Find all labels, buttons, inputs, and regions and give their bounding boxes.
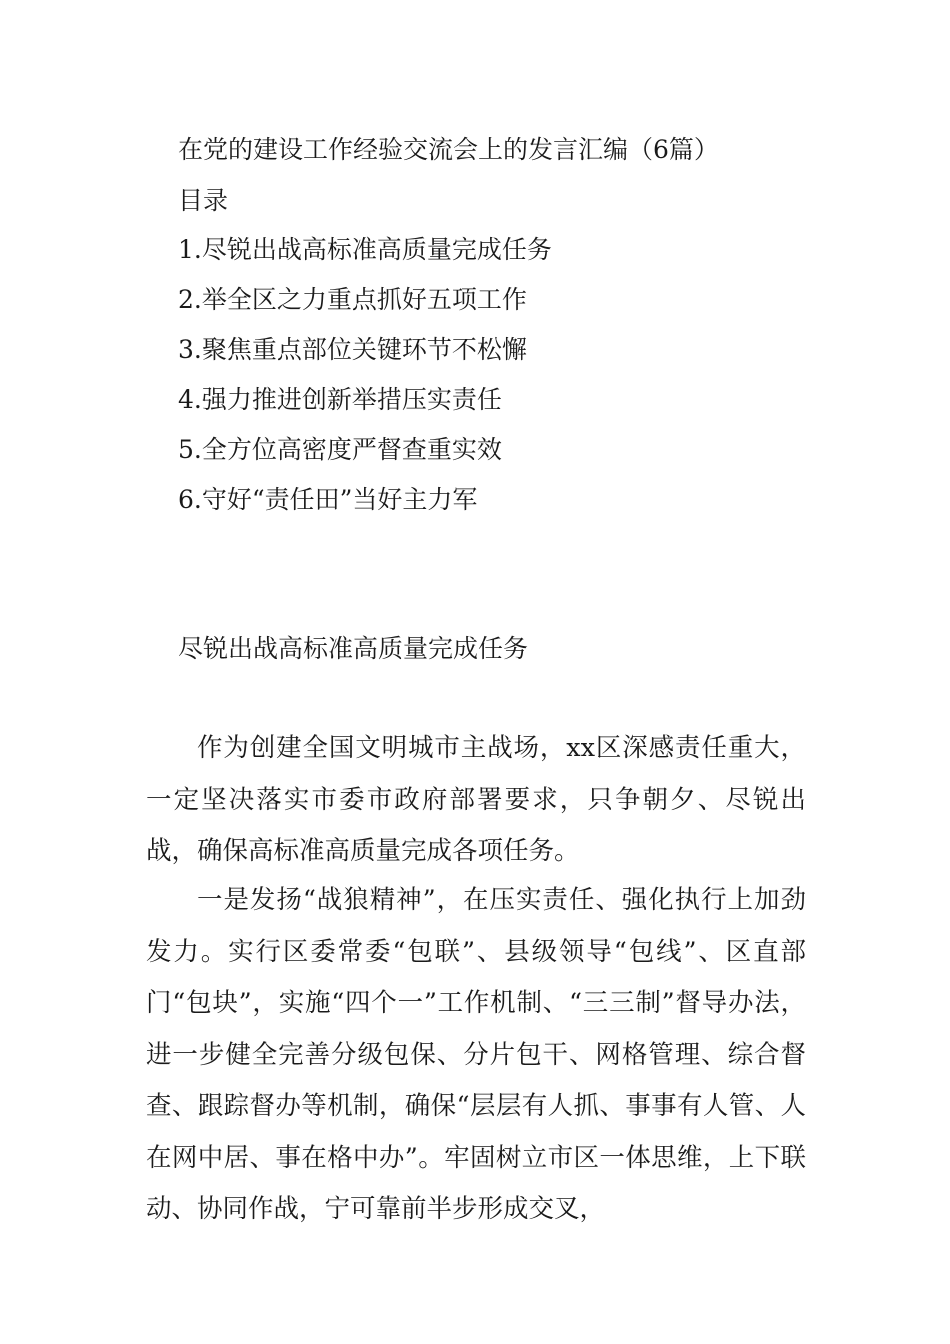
section-title: 尽锐出战高标准高质量完成任务 xyxy=(178,634,529,663)
toc-item: 3.聚焦重点部位关键环节不松懈 xyxy=(178,335,527,364)
document-title: 在党的建设工作经验交流会上的发言汇编（6篇） xyxy=(178,135,719,164)
body-paragraph: 作为创建全国文明城市主战场，xx区深感责任重大，一定坚决落实市委市政府部署要求，只争朝夕、尽锐出战，确保高标准高质量完成各项任务。 xyxy=(146,733,806,866)
toc-item: 6.守好“责任田”当好主力军 xyxy=(178,485,478,514)
toc-item: 4.强力推进创新举措压实责任 xyxy=(178,385,502,414)
toc-item: 1.尽锐出战高标准高质量完成任务 xyxy=(178,235,552,264)
body-paragraph: 一是发扬“战狼精神”，在压实责任、强化执行上加劲发力。实行区委常委“包联”、县级领导“包线”、区直部门“包块”，实施“四个一”工作机制、“三三制”督导办法，进一步健全完善分级包保、分片包干、网格管理、综合督查、跟踪督办等机制，确保“层层有人抓、事事有人管、人在网中居、事在格中办”。牢固树立市区一体思维，上下联动、协同作战，宁可靠前半步形成交叉， xyxy=(146,885,806,1224)
toc-heading: 目录 xyxy=(178,186,229,215)
toc-item: 2.举全区之力重点抓好五项工作 xyxy=(178,285,527,314)
toc-item: 5.全方位高密度严督查重实效 xyxy=(178,435,502,464)
